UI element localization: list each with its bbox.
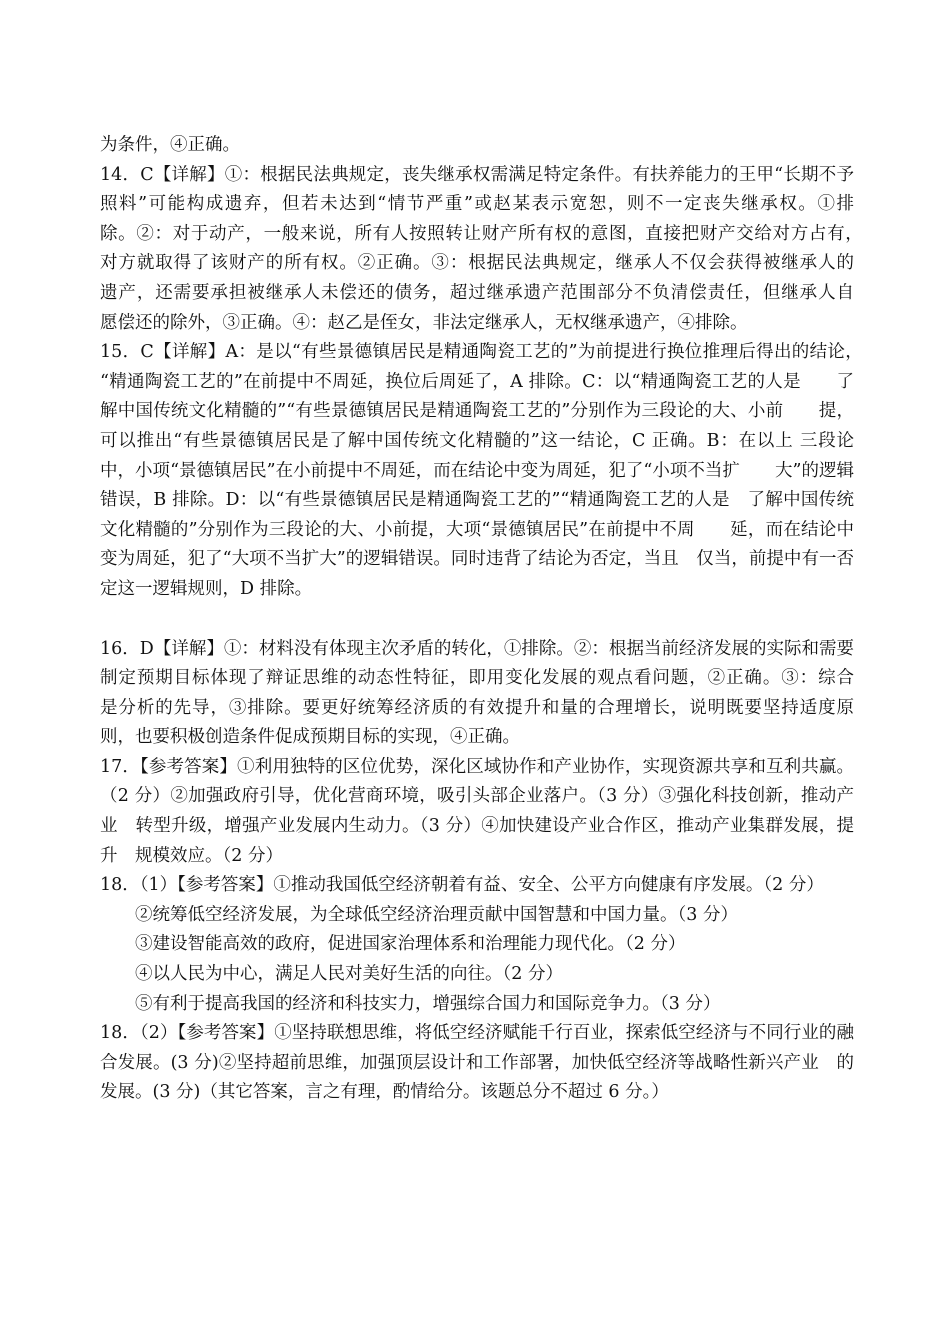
answer-key-document (100, 131, 889, 1108)
paragraph-q16: 16．D【详解】①：材料没有体现主次矛盾的转化，①排除。②：根据当前经济发展的实际和需要 制定预期目标体现了辩证思维的动态性特征，即用变化发展的观点看问题，②正确。③：综合 是分析的先导，③排除。要更好统筹经济质的有效提升和量的合理增长，说明既要坚持适度原 则，也要积极创造条件促成预期目标的实现，④正确。 (100, 638, 889, 748)
paragraph-q18-1-item-4: ④以人民为中心，满足人民对美好生活的向往。（2 分） (135, 964, 563, 985)
paragraph-q18-1: 18．（1）【参考答案】①推动我国低空经济朝着有益、安全、公平方向健康有序发展。（2 分） (100, 875, 824, 896)
paragraph-q18-1-item-2: ②统筹低空经济发展，为全球低空经济治理贡献中国智慧和中国力量。（3 分） (135, 904, 738, 925)
paragraph-q18-2: 18．（2）【参考答案】①坚持联想思维，将低空经济赋能千行百业，探索低空经济与不同行业的融 合发展。(3 分)②坚持超前思维，加强顶层设计和工作部署，加快低空经济等战略性新兴产业 的发展。(3 分)（其它答案，言之有理，酌情给分。该题总分不超过 6 分。） (100, 1023, 872, 1103)
paragraph-q18-1-item-3: ③建设智能高效的政府，促进国家治理体系和治理能力现代化。（2 分） (135, 934, 686, 955)
blank-line (100, 605, 854, 635)
paragraph-q14: 14．C【详解】①：根据民法典规定，丧失继承权需满足特定条件。有扶养能力的王甲“长期不予 照料”可能构成遗弃，但若未达到“情节严重”或赵某表示宽恕，则不一定丧失继承权。①排 除。②：对于动产，一般来说，所有人按照转让财产所有权的意图，直接把财产交给对方占有， 对方就取得了该财产的所有权。②正确。③：根据民法典规定，继承人不仅会获得被继承人的 遗产，还需要承担被继承人未偿还的债务，超过继承遗产范围部分不负清偿责任，但继承人自 愿偿还的除外，③正确。④：赵乙是侄女，非法定继承人，无权继承遗产，④排除。 (100, 164, 889, 333)
paragraph-q15: 15．C【详解】A：是以“有些景德镇居民是精通陶瓷工艺的”为前提进行换位推理后得出的结论， “精通陶瓷工艺的”在前提中不周延，换位后周延了，A 排除。C：以“精通陶瓷工艺的人是 了解中国传统文化精髓的”“有些景德镇居民是精通陶瓷工艺的”分别作为三段论的大、小前 提，可以推出“有些景德镇居民是了解中国传统文化精髓的”这一结论，C 正确。B：在以上 三段论中，小项“景德镇居民”在小前提中不周延，而在结论中变为周延，犯了“小项不当扩 大”的逻辑错误，B 排除。D：以“有些景德镇居民是精通陶瓷工艺的”“精通陶瓷工艺的人是 了解中国传统文化精髓的”分别作为三段论的大、小前提，大项“景德镇居民”在前提中不周 延，而在结论中变为周延，犯了“大项不当扩大”的逻辑错误。同时违背了结论为否定，当且 仅当，前提中有一否定这一逻辑规则，D 排除。 (100, 342, 889, 599)
paragraph-q18-1-item-5: ⑤有利于提高我国的经济和科技实力，增强综合国力和国际竞争力。（3 分） (135, 993, 721, 1014)
paragraph-q13-end: 为条件，④正确。 (100, 135, 240, 155)
paragraph-q17: 17．【参考答案】①利用独特的区位优势，深化区域协作和产业协作，实现资源共享和互利共赢。（2 分）②加强政府引导，优化营商环境，吸引头部企业落户。（3 分）③强化科技创新，推动产业 转型升级，增强产业发展内生动力。（3 分）④加快建设产业合作区，推动产业集群发展，提升 规模效应。（2 分） (100, 756, 854, 866)
